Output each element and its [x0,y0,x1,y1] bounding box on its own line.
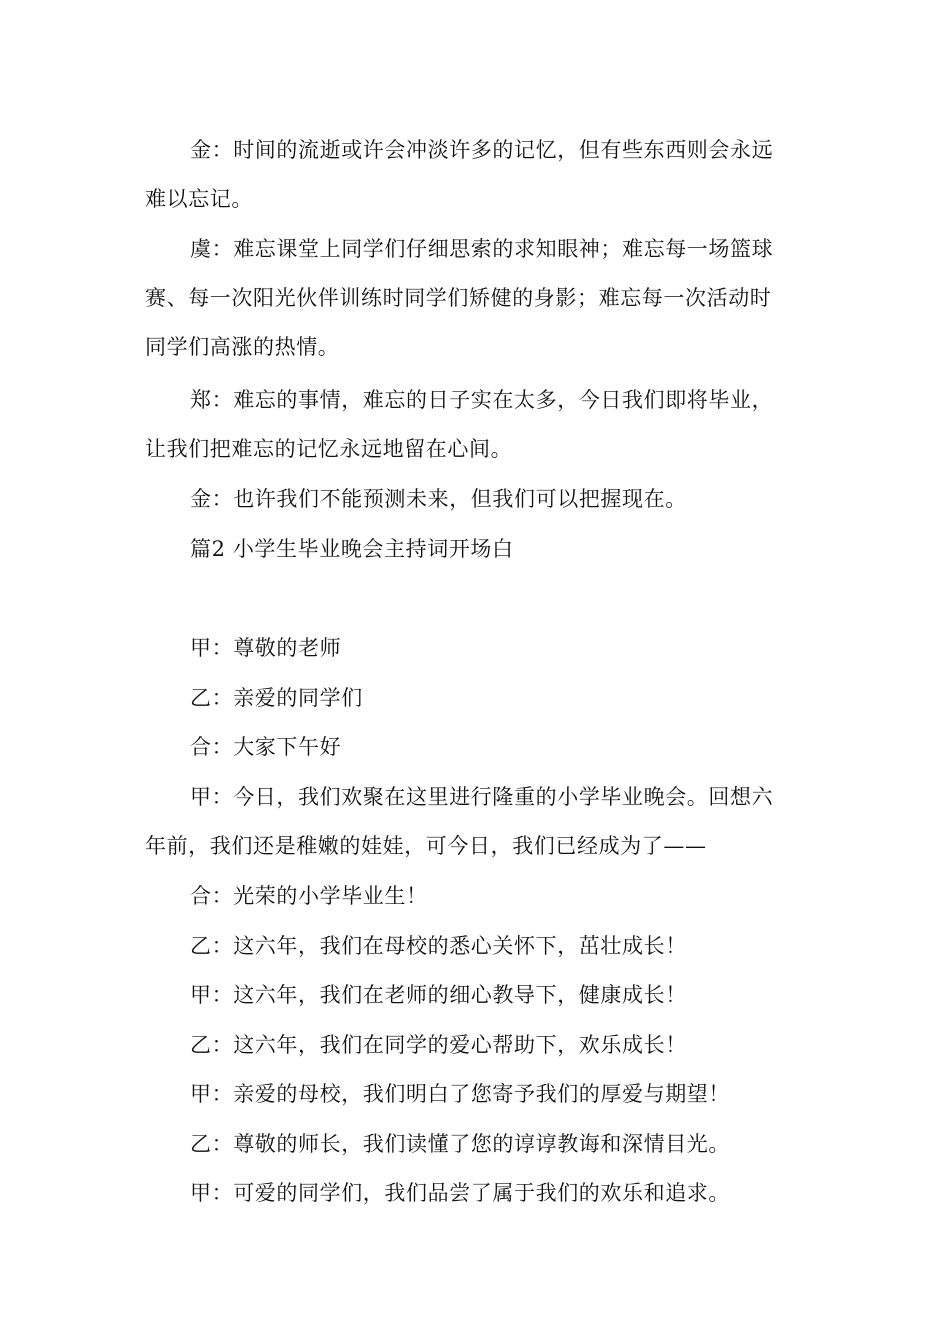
paragraph-yu [145,225,810,372]
paragraph-jia-4 [145,1070,810,1119]
section-heading-text: 篇2 小学生毕业晚会主持词开场白 [190,537,514,561]
paragraph-line: 合：大家下午好 [190,735,342,759]
paragraph-jia-5 [145,1169,810,1218]
paragraph-yi-2 [145,922,810,971]
paragraph-line: 赛、每一次阳光伙伴训练时同学们矫健的身影；难忘每一次活动时 [145,286,772,310]
paragraph-line: 虞：难忘课堂上同学们仔细思索的求知眼神；难忘每一场篮球 [190,237,774,261]
section-heading [145,525,810,574]
paragraph-line: 乙：这六年，我们在同学的爱心帮助下，欢乐成长！ [190,1033,687,1057]
paragraph-line: 甲：尊敬的老师 [190,636,342,660]
paragraph-line: 郑：难忘的事情，难忘的日子实在太多，今日我们即将毕业， [190,388,774,412]
paragraph-yi-1 [145,674,810,723]
paragraph-line: 甲：亲爱的母校，我们明白了您寄予我们的厚爱与期望！ [190,1082,730,1106]
paragraph-line: 甲：可爱的同学们，我们品尝了属于我们的欢乐和追求。 [190,1181,730,1205]
paragraph-line: 金：时间的流逝或许会冲淡许多的记忆，但有些东西则会永远 [190,138,774,162]
paragraph-jin-2 [145,475,810,524]
paragraph-zheng [145,376,810,474]
paragraph-line: 让我们把难忘的记忆永远地留在心间。 [145,437,513,461]
paragraph-line: 甲：今日，我们欢聚在这里进行隆重的小学毕业晚会。回想六 [190,785,774,809]
paragraph-line: 难以忘记。 [145,187,253,211]
paragraph-line: 金：也许我们不能预测未来，但我们可以把握现在。 [190,487,687,511]
paragraph-line: 乙：尊敬的师长，我们读懂了您的谆谆教诲和深情目光。 [190,1132,730,1156]
paragraph-jia-1 [145,624,810,673]
paragraph-line: 乙：亲爱的同学们 [190,686,363,710]
paragraph-line: 合：光荣的小学毕业生！ [190,884,428,908]
paragraph-line: 乙：这六年，我们在母校的悉心关怀下，茁壮成长！ [190,934,687,958]
paragraph-he-2 [145,872,810,921]
paragraph-he-1 [145,723,810,772]
paragraph-yi-4 [145,1120,810,1169]
paragraph-jia-2 [145,773,810,871]
paragraph-line: 年前，我们还是稚嫩的娃娃，可今日，我们已经成为了—— [145,834,707,858]
paragraph-yi-3 [145,1021,810,1070]
paragraph-line: 甲：这六年，我们在老师的细心教导下，健康成长！ [190,983,687,1007]
paragraph-jin-1 [145,126,810,224]
paragraph-line: 同学们高涨的热情。 [145,335,340,359]
paragraph-jia-3 [145,971,810,1020]
